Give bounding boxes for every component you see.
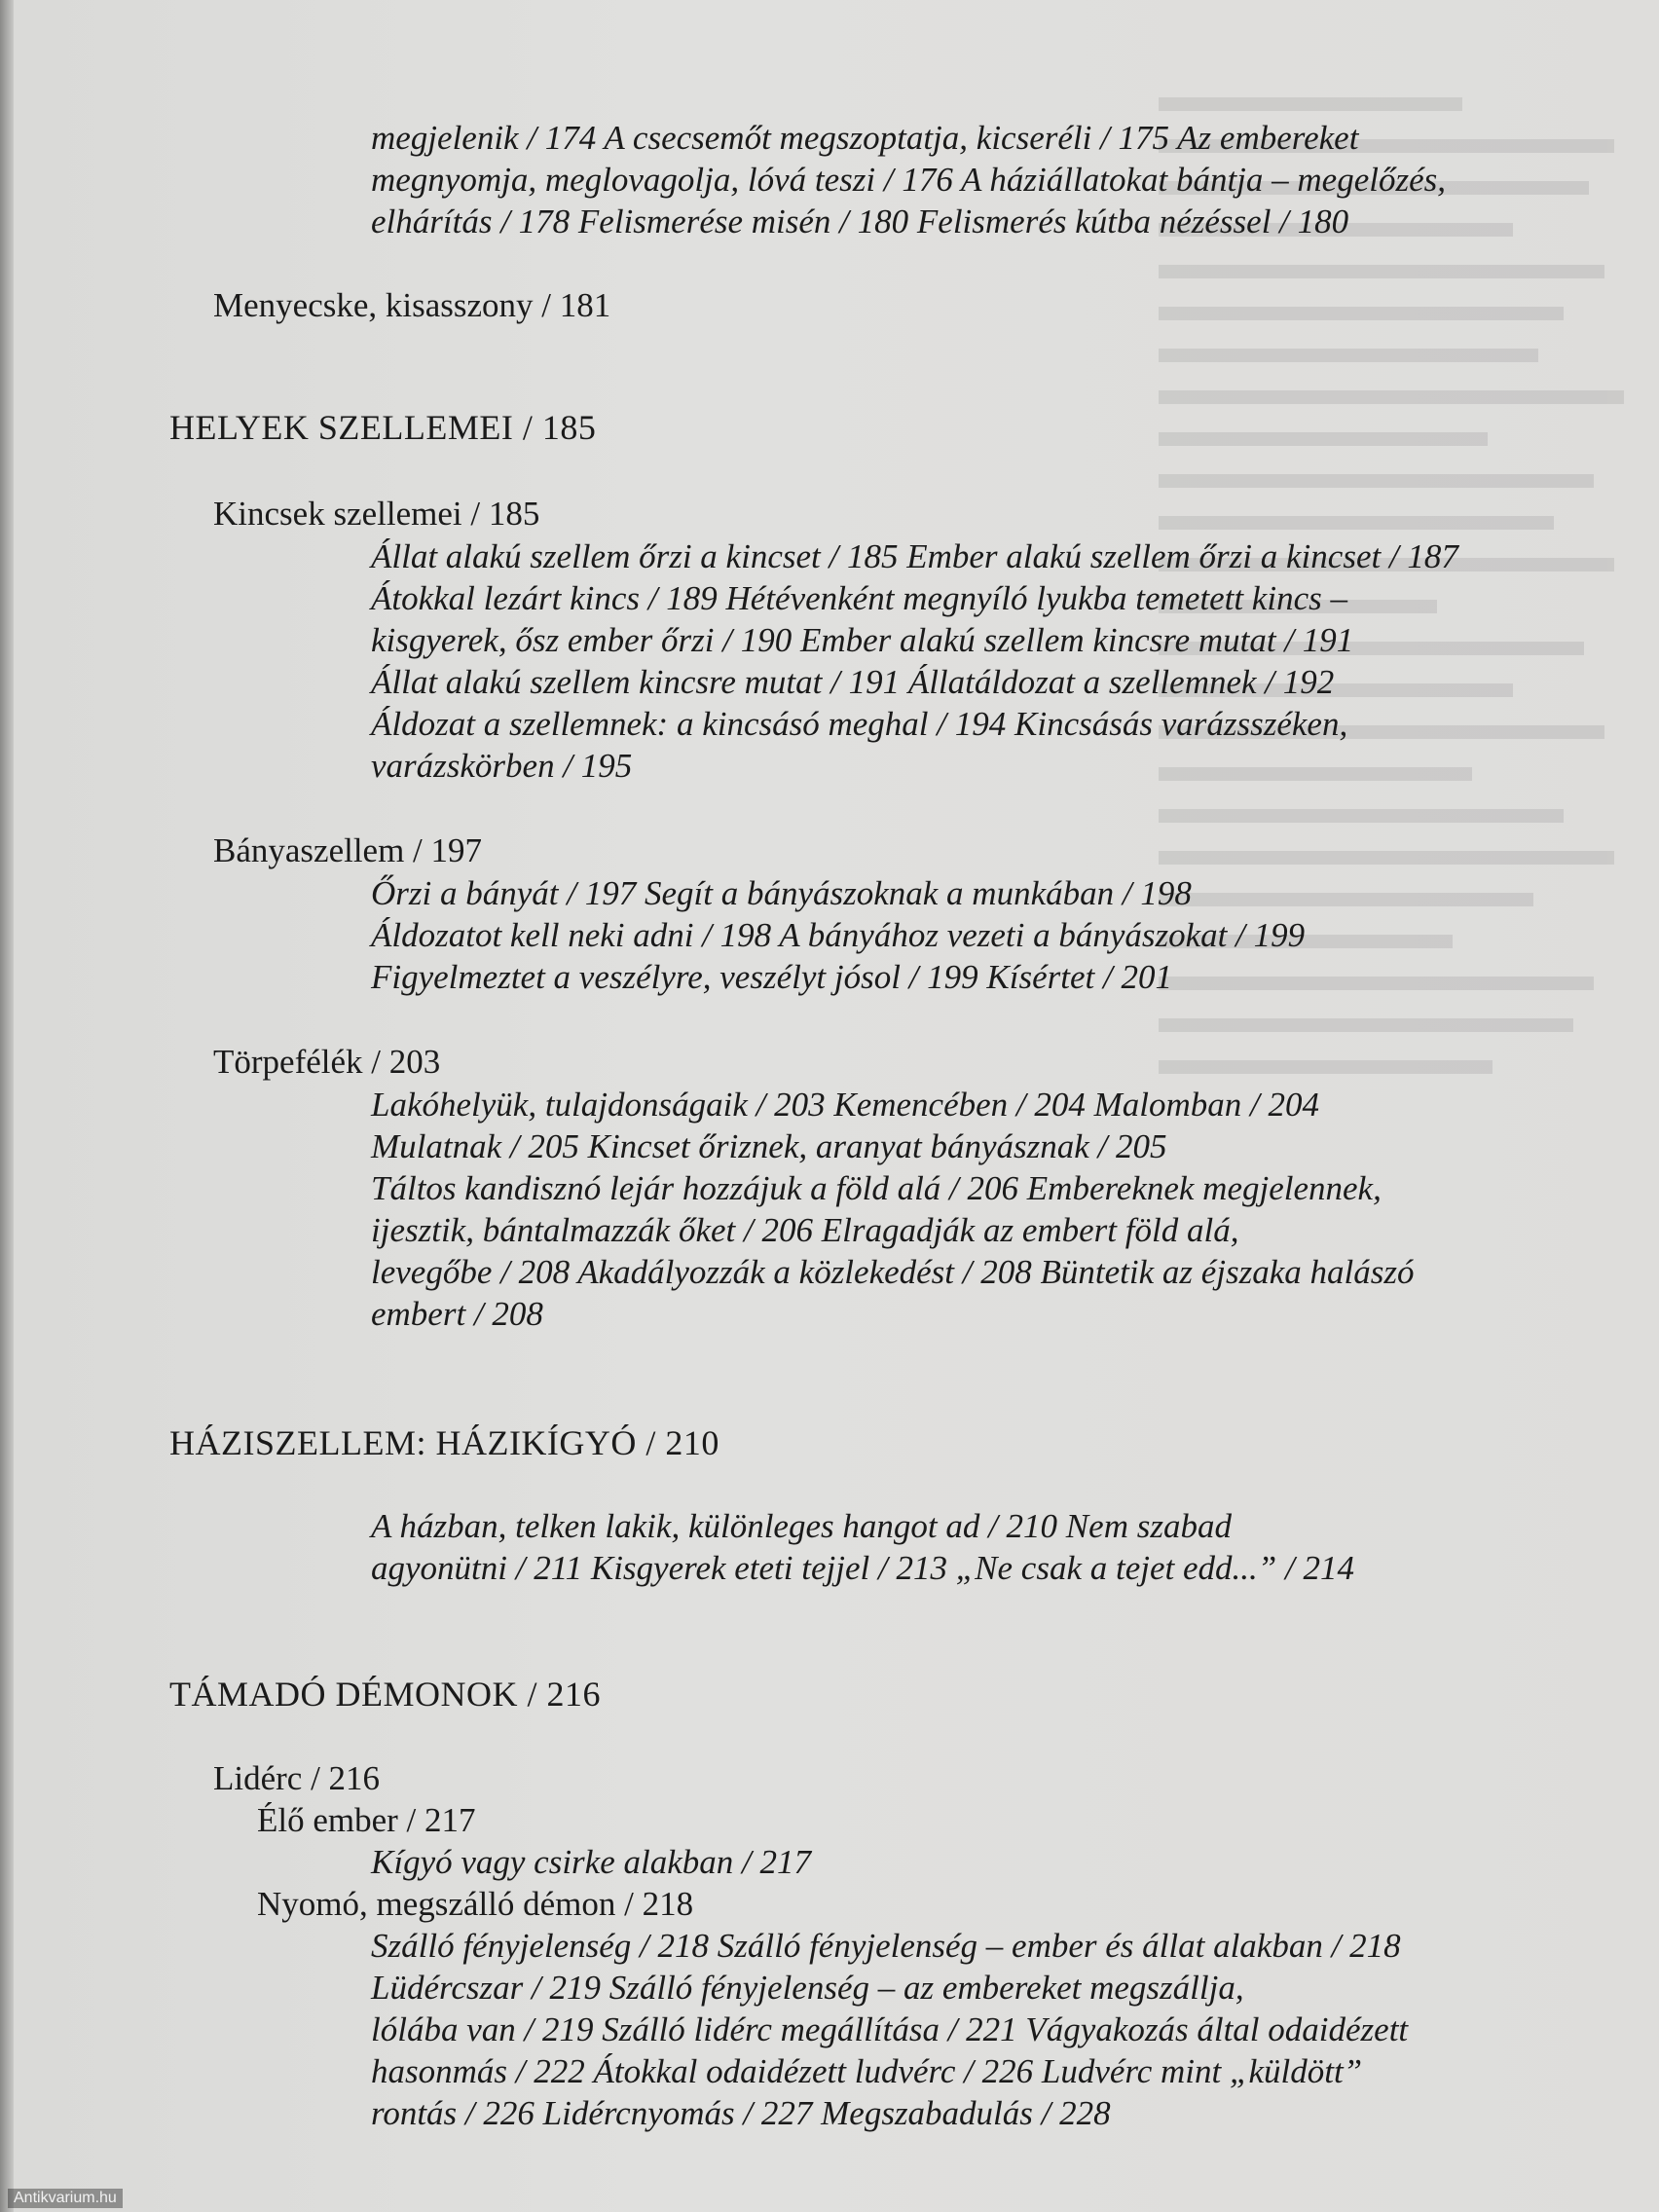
toc-section-heading: TÁMADÓ DÉMONOK / 216 <box>169 1675 601 1714</box>
toc-entry-line: Figyelmeztet a veszélyre, veszélyt jósol / 199 Kísértet / 201 <box>371 958 1172 996</box>
toc-entry-line: rontás / 226 Lidércnyomás / 227 Megszabadulás / 228 <box>371 2094 1111 2132</box>
toc-entry-line: ijesztik, bántalmazzák őket / 206 Elragadják az embert föld alá, <box>371 1211 1239 1249</box>
toc-subsection-title: Törpefélék / 203 <box>213 1043 441 1081</box>
toc-entry-line: Kígyó vagy csirke alakban / 217 <box>371 1843 811 1881</box>
toc-entry-line: kisgyerek, ősz ember őrzi / 190 Ember alakú szellem kincsre mutat / 191 <box>371 621 1354 659</box>
toc-entry-line: Lüdércszar / 219 Szálló fényjelenség – az embereket megszállja, <box>371 1969 1244 2007</box>
toc-entry-line: Állat alakú szellem kincsre mutat / 191 Állatáldozat a szellemnek / 192 <box>371 663 1335 701</box>
toc-section-heading: HELYEK SZELLEMEI / 185 <box>169 408 597 447</box>
toc-entry-line: Áldozat a szellemnek: a kincsásó meghal / 194 Kincsásás varázsszéken, <box>371 705 1348 743</box>
toc-entry-line: A házban, telken lakik, különleges hangot ad / 210 Nem szabad <box>371 1507 1232 1545</box>
toc-entry-line: elhárítás / 178 Felismerése misén / 180 Felismerés kútba nézéssel / 180 <box>371 203 1349 240</box>
toc-entry-line: Táltos kandisznó lejár hozzájuk a föld alá / 206 Embereknek megjelennek, <box>371 1169 1382 1207</box>
toc-section-heading: HÁZISZELLEM: HÁZIKÍGYÓ / 210 <box>169 1423 719 1462</box>
toc-entry-line: megnyomja, meglovagolja, lóvá teszi / 176 A háziállatokat bántja – megelőzés, <box>371 161 1447 199</box>
toc-entry-line: agyonütni / 211 Kisgyerek eteti tejjel / 213 „Ne csak a tejet edd...” / 214 <box>371 1549 1354 1587</box>
toc-entry-line: varázskörben / 195 <box>371 747 633 785</box>
toc-entry-line: Lakóhelyük, tulajdonságaik / 203 Kemencében / 204 Malomban / 204 <box>371 1086 1320 1124</box>
toc-sub-subsection-title: Nyomó, megszálló démon / 218 <box>257 1885 694 1923</box>
toc-entry-line: embert / 208 <box>371 1295 543 1333</box>
toc-entry-line: Áldozatot kell neki adni / 198 A bányához vezeti a bányászokat / 199 <box>371 916 1306 954</box>
toc-sub-subsection-title: Élő ember / 217 <box>257 1801 476 1839</box>
toc-entry-line: Mulatnak / 205 Kincset őriznek, aranyat bányásznak / 205 <box>371 1127 1167 1165</box>
toc-entry-line: Szálló fényjelenség / 218 Szálló fényjelenség – ember és állat alakban / 218 <box>371 1927 1401 1965</box>
toc-subsection-title: Bányaszellem / 197 <box>213 831 483 869</box>
toc-entry-line: Állat alakú szellem őrzi a kincset / 185 Ember alakú szellem őrzi a kincset / 187 <box>371 537 1458 575</box>
toc-subsection-title: Kincsek szellemei / 185 <box>213 495 540 533</box>
toc-entry-line: megjelenik / 174 A csecsemőt megszoptatja, kicseréli / 175 Az embereket <box>371 119 1359 157</box>
toc-entry-line: hasonmás / 222 Átokkal odaidézett ludvérc / 226 Ludvérc mint „küldött” <box>371 2052 1363 2090</box>
toc-entry-line: Átokkal lezárt kincs / 189 Hétévenként megnyíló lyukba temetett kincs – <box>371 579 1347 617</box>
toc-subsection-title: Menyecske, kisasszony / 181 <box>213 286 611 324</box>
toc-entry-line: levegőbe / 208 Akadályozzák a közlekedést / 208 Büntetik az éjszaka halászó <box>371 1253 1415 1291</box>
toc-entry-line: Őrzi a bányát / 197 Segít a bányászoknak a munkában / 198 <box>371 874 1192 912</box>
site-watermark: Antikvarium.hu <box>8 2189 123 2208</box>
toc-subsection-title: Lidérc / 216 <box>213 1759 381 1797</box>
toc-entry-line: lólába van / 219 Szálló lidérc megállítása / 221 Vágyakozás által odaidézett <box>371 2010 1409 2048</box>
